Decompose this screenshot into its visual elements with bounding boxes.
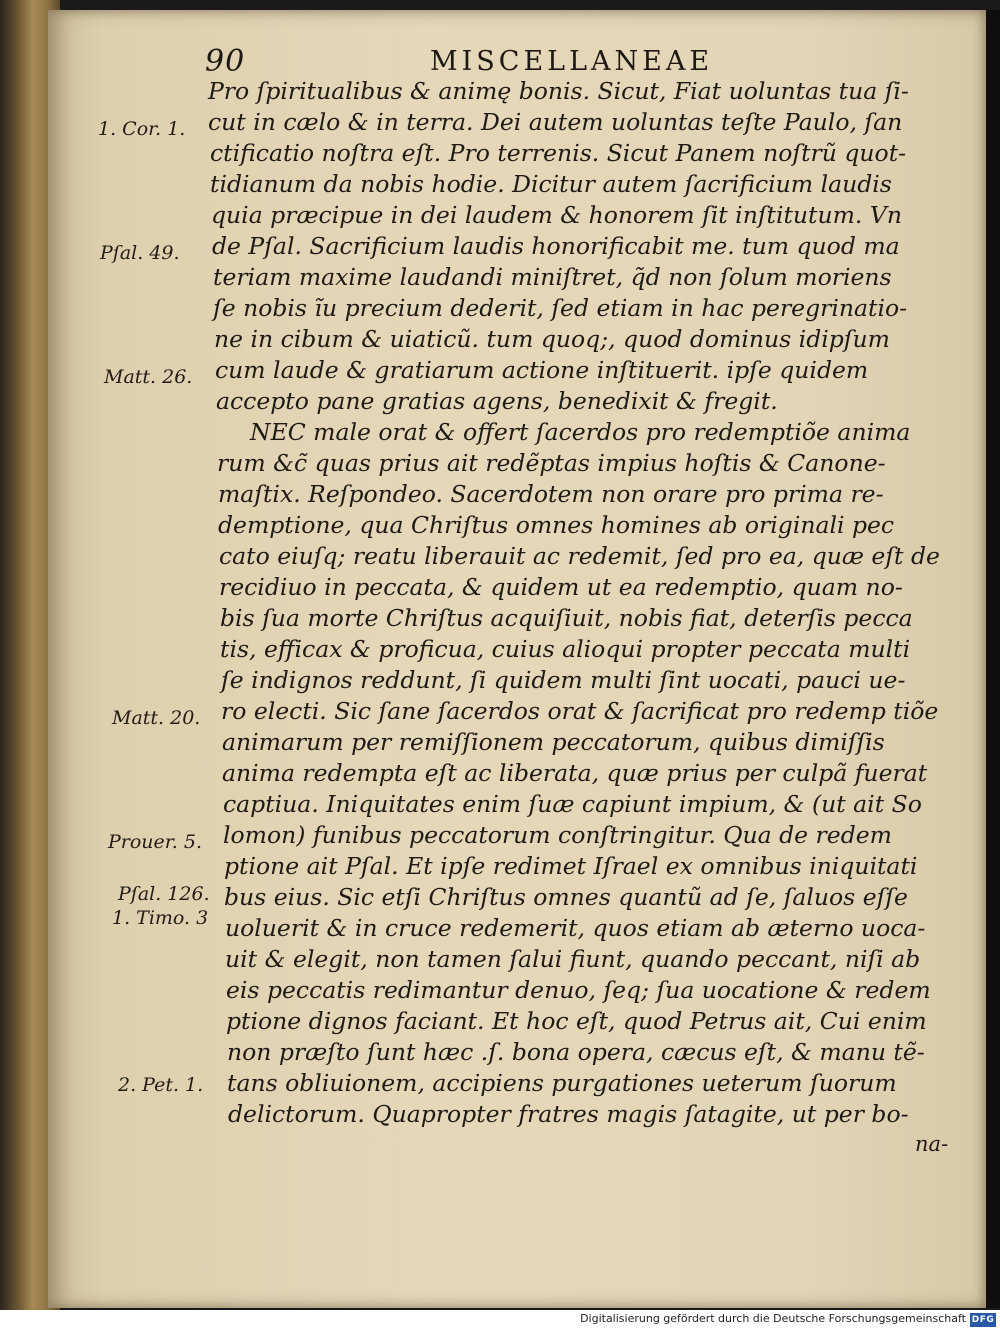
text-line: Pro ſpiritualibus & animę bonis. Sicut, Fiat uoluntas tua ſi- xyxy=(208,77,909,105)
text-line: tans obliuionem, accipiens purgationes ueterum ſuorum xyxy=(227,1069,897,1097)
text-line: teriam maxime laudandi miniſtret, q̃d non ſolum moriens xyxy=(213,263,892,291)
text-line: captiua. Iniquitates enim ſuæ capiunt impium, & (ut ait So xyxy=(223,790,922,818)
text-line: ſe indignos reddunt, ſi quidem multi ſint uocati, pauci ue- xyxy=(221,666,906,694)
footer-bar xyxy=(0,1310,1000,1331)
text-line: ne in cibum & uiaticũ. tum quoq;, quod dominus idipſum xyxy=(214,325,890,353)
text-line: cut in cælo & in terra. Dei autem uoluntas teſte Paulo, ſan xyxy=(208,108,903,136)
catchword: na- xyxy=(915,1132,949,1156)
margin-note: 1. Cor. 1. xyxy=(98,118,186,140)
margin-note: Pſal. 49. xyxy=(100,242,180,264)
text-line: eis peccatis redimantur denuo, ſeq; ſua uocatione & redem xyxy=(226,976,931,1004)
running-head: MISCELLANEAE xyxy=(430,46,714,77)
text-line: non præſto ſunt hæc .ſ. bona opera, cæcus eſt, & manu tẽ- xyxy=(227,1038,925,1066)
text-line: animarum per remiſſionem peccatorum, quibus dimiſſis xyxy=(222,728,885,756)
text-line: ptione ait Pſal. Et ipſe redimet Iſrael ex omnibus iniquitati xyxy=(224,852,918,880)
margin-note: 2. Pet. 1. xyxy=(118,1074,204,1096)
margin-note: Matt. 20. xyxy=(112,707,201,729)
text-line: bus eius. Sic etſi Chriſtus omnes quantũ ad ſe, ſaluos eſſe xyxy=(224,883,908,911)
text-line: bis ſua morte Chriſtus acquiſiuit, nobis fiat, deterſis pecca xyxy=(220,604,913,632)
text-line: quia præcipue in dei laudem & honorem ſit inſtitutum. Vn xyxy=(211,201,902,229)
text-line: maſtix. Reſpondeo. Sacerdotem non orare pro prima re- xyxy=(218,480,884,508)
text-line: uit & elegit, non tamen ſalui fiunt, quando peccant, niſi ab xyxy=(225,945,921,973)
text-line: ro electi. Sic ſane ſacerdos orat & ſacrificat pro redemp tiõe xyxy=(221,697,939,725)
text-line: cato eiuſq; reatu liberauit ac redemit, ſed pro ea, quæ eſt de xyxy=(219,542,940,570)
margin-note: 1. Timo. 3 xyxy=(112,907,209,929)
text-line: delictorum. Quapropter fratres magis ſatagite, ut per bo- xyxy=(228,1100,909,1128)
text-line: ptione dignos faciant. Et hoc eſt, quod Petrus ait, Cui enim xyxy=(226,1007,927,1035)
margin-note: Pſal. 126. xyxy=(118,883,210,905)
margin-note: Prouer. 5. xyxy=(108,831,202,853)
text-line: de Pſal. Sacrificium laudis honorificabit me. tum quod ma xyxy=(212,232,900,260)
text-line: rum &c̃ quas prius ait redẽptas impius hoſtis & Canone- xyxy=(217,449,886,477)
text-line: cum laude & gratiarum actione inſtituerit. ipſe quidem xyxy=(215,356,869,384)
text-line: tis, efficax & proficua, cuius alioqui propter peccata multi xyxy=(220,635,911,663)
text-line: accepto pane gratias agens, benedixit & fregit. xyxy=(216,387,778,415)
text-line: demptione, qua Chriſtus omnes homines ab originali pec xyxy=(218,511,895,539)
text-line: recidiuo in peccata, & quidem ut ea redemptio, quam no- xyxy=(219,573,903,601)
dfg-logo: DFG xyxy=(971,1315,995,1325)
text-line: lomon) funibus peccatorum conſtringitur. Qua de redem xyxy=(223,821,892,849)
text-line: tidianum da nobis hodie. Dicitur autem ſacrificium laudis xyxy=(210,170,892,198)
text-line: ſe nobis ĩu precium dederit, ſed etiam in hac peregrinatio- xyxy=(213,294,908,322)
text-line: NEC male orat & offert ſacerdos pro redemptiõe anima xyxy=(250,418,911,446)
page-number: 90 xyxy=(205,44,246,79)
funding-credit: Digitalisierung gefördert durch die Deutsche Forschungsgemeinschaft xyxy=(580,1312,966,1325)
text-line: anima redempta eſt ac liberata, quæ prius per culpã fuerat xyxy=(222,759,928,787)
text-line: ctificatio noſtra eſt. Pro terrenis. Sicut Panem noſtrũ quot- xyxy=(210,139,907,167)
margin-note: Matt. 26. xyxy=(104,366,193,388)
text-line: uoluerit & in cruce redemerit, quos etiam ab æterno uoca- xyxy=(225,914,926,942)
